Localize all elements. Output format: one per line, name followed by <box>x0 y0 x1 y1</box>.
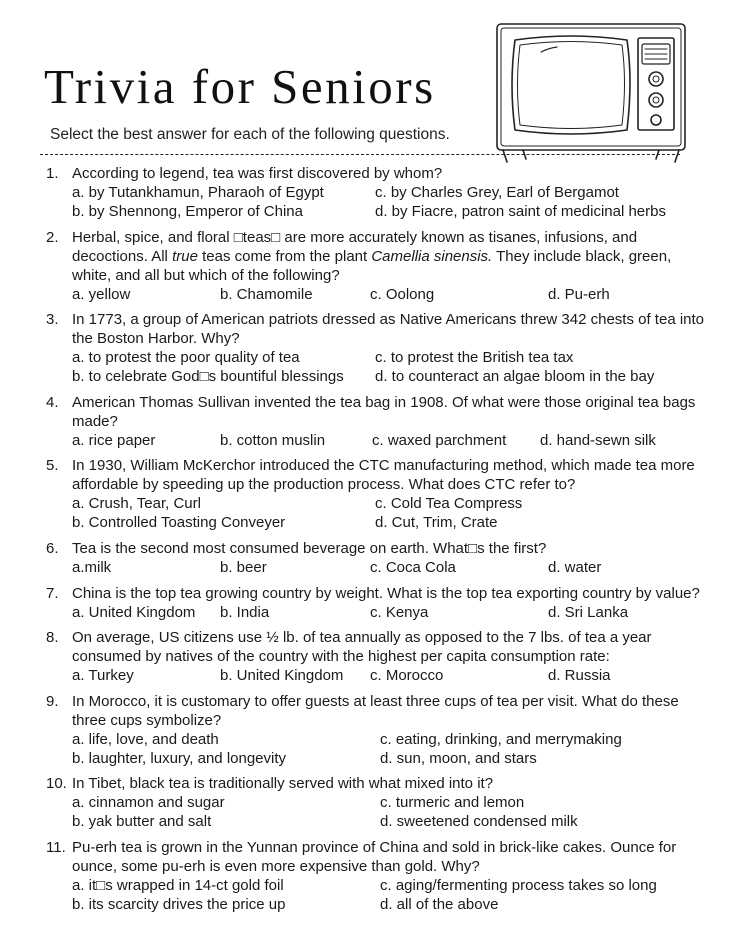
option-b: b. India <box>220 603 270 621</box>
option-a: a. it□s wrapped in 14-ct gold foil <box>72 876 284 894</box>
option-d: d. Russia <box>548 667 611 685</box>
option-d: d. Pu-erh <box>548 285 610 303</box>
question-number: 10. <box>46 775 67 793</box>
question-9 <box>46 692 706 768</box>
option-d: d. hand-sewn silk <box>540 431 656 449</box>
option-b: b. its scarcity drives the price up <box>72 895 286 913</box>
question-text-part: They include black, green, white, and all but which of the following? <box>72 247 672 284</box>
question-text: Tea is the second most consumed beverage on earth. What□s the first? <box>72 539 547 557</box>
option-d: d. all of the above <box>380 895 499 913</box>
option-d: d. Sri Lanka <box>548 603 629 621</box>
question-number: 6. <box>46 539 59 557</box>
option-a: a. by Tutankhamun, Pharaoh of Egypt <box>72 184 324 201</box>
question-number: 5. <box>46 457 59 475</box>
option-b: b. Chamomile <box>220 285 313 303</box>
question-number: 4. <box>46 393 59 411</box>
option-c: c. eating, drinking, and merrymaking <box>380 730 622 748</box>
option-b: b. by Shennong, Emperor of China <box>72 203 303 220</box>
question-text: In 1930, William McKerchor introduced the CTC manufacturing method, which made tea more affordable by speeding up the production process. What does CTC refer to? <box>72 457 695 494</box>
option-c: c. aging/fermenting process takes so long <box>380 876 657 894</box>
question-3 <box>46 310 706 386</box>
option-c: c. Morocco <box>370 667 444 685</box>
italic-species-name: Camellia sinensis. <box>371 247 493 265</box>
option-c: c. Coca Cola <box>370 558 456 576</box>
page-title: Trivia for Seniors <box>44 59 436 114</box>
retro-television-icon <box>493 18 689 166</box>
option-a: a.milk <box>72 558 112 576</box>
option-b: b. Controlled Toasting Conveyer <box>72 514 286 532</box>
question-2 <box>46 228 706 304</box>
option-a: a. United Kingdom <box>72 603 196 621</box>
option-c: c. to protest the British tea tax <box>375 349 574 367</box>
question-7 <box>46 584 706 622</box>
question-text: American Thomas Sullivan invented the tea bag in 1908. Of what were those original tea bags made? <box>72 393 696 430</box>
option-c: c. Kenya <box>370 603 429 621</box>
option-a: a. rice paper <box>72 431 156 449</box>
option-d: d. water <box>548 558 602 576</box>
option-c: c. Cold Tea Compress <box>375 495 523 513</box>
option-b: b. yak butter and salt <box>72 813 212 831</box>
question-text: In Morocco, it is customary to offer guests at least three cups of tea per visit. What do these three cups symbolize? <box>72 692 679 729</box>
option-a: a. to protest the poor quality of tea <box>72 349 300 367</box>
question-number: 7. <box>46 584 59 602</box>
option-d: d. Cut, Trim, Crate <box>375 514 498 532</box>
option-a: a. Crush, Tear, Curl <box>72 495 201 513</box>
question-text: In 1773, a group of American patriots dressed as Native Americans threw 342 chests of tea into the Boston Harbor. Why? <box>72 311 705 348</box>
question-8 <box>46 628 706 685</box>
option-b: b. to celebrate God□s bountiful blessings <box>72 368 344 386</box>
option-d: d. to counteract an algae bloom in the bay <box>375 368 655 386</box>
question-text <box>72 228 706 285</box>
question-list <box>46 164 706 921</box>
question-1 <box>46 164 706 221</box>
question-text: Pu-erh tea is grown in the Yunnan province of China and sold in brick-like cakes. Ounce for ounce, some pu-erh is even more expensive than gold. Why? <box>72 838 677 875</box>
question-number: 1. <box>46 165 59 182</box>
option-c: c. waxed parchment <box>372 431 507 449</box>
option-a: a. life, love, and death <box>72 730 219 748</box>
question-number: 3. <box>46 311 59 329</box>
question-text: On average, US citizens use ½ lb. of tea annually as opposed to the 7 lbs. of tea a year consumed by natives of the country with the highest per capita consumption rate: <box>72 629 652 666</box>
question-10 <box>46 774 706 831</box>
option-a: a. Turkey <box>72 667 134 685</box>
question-number: 9. <box>46 692 59 710</box>
option-b: b. cotton muslin <box>220 431 326 449</box>
option-c: c. by Charles Grey, Earl of Bergamot <box>375 184 619 201</box>
option-b: b. laughter, luxury, and longevity <box>72 749 287 767</box>
question-text-part: teas come from the plant <box>197 247 372 265</box>
question-number: 8. <box>46 629 59 647</box>
option-a: a. cinnamon and sugar <box>72 794 225 812</box>
question-text: According to legend, tea was first discovered by whom? <box>72 165 443 182</box>
question-text: In Tibet, black tea is traditionally served with what mixed into it? <box>72 775 494 793</box>
option-b: b. United Kingdom <box>220 667 344 685</box>
option-c: c. turmeric and lemon <box>380 794 525 812</box>
option-a: a. yellow <box>72 285 131 303</box>
italic-word: true <box>172 247 198 265</box>
question-5 <box>46 456 706 532</box>
question-number: 2. <box>46 228 59 246</box>
question-6 <box>46 539 706 577</box>
question-4 <box>46 393 706 450</box>
question-11 <box>46 838 706 914</box>
option-c: c. Oolong <box>370 285 435 303</box>
option-d: d. sun, moon, and stars <box>380 749 537 767</box>
option-d: d. sweetened condensed milk <box>380 813 578 831</box>
question-number: 11. <box>46 838 66 856</box>
option-d: d. by Fiacre, patron saint of medicinal herbs <box>375 203 666 220</box>
question-text: China is the top tea growing country by weight. What is the top tea exporting country by value? <box>72 584 700 602</box>
question-text-part: Herbal, spice, and floral □teas□ are more accurately known as tisanes, infusions, and decoctions. All <box>72 228 638 265</box>
dashed-divider <box>40 154 680 155</box>
instructions: Select the best answer for each of the following questions. <box>50 126 450 143</box>
option-b: b. beer <box>220 558 267 576</box>
